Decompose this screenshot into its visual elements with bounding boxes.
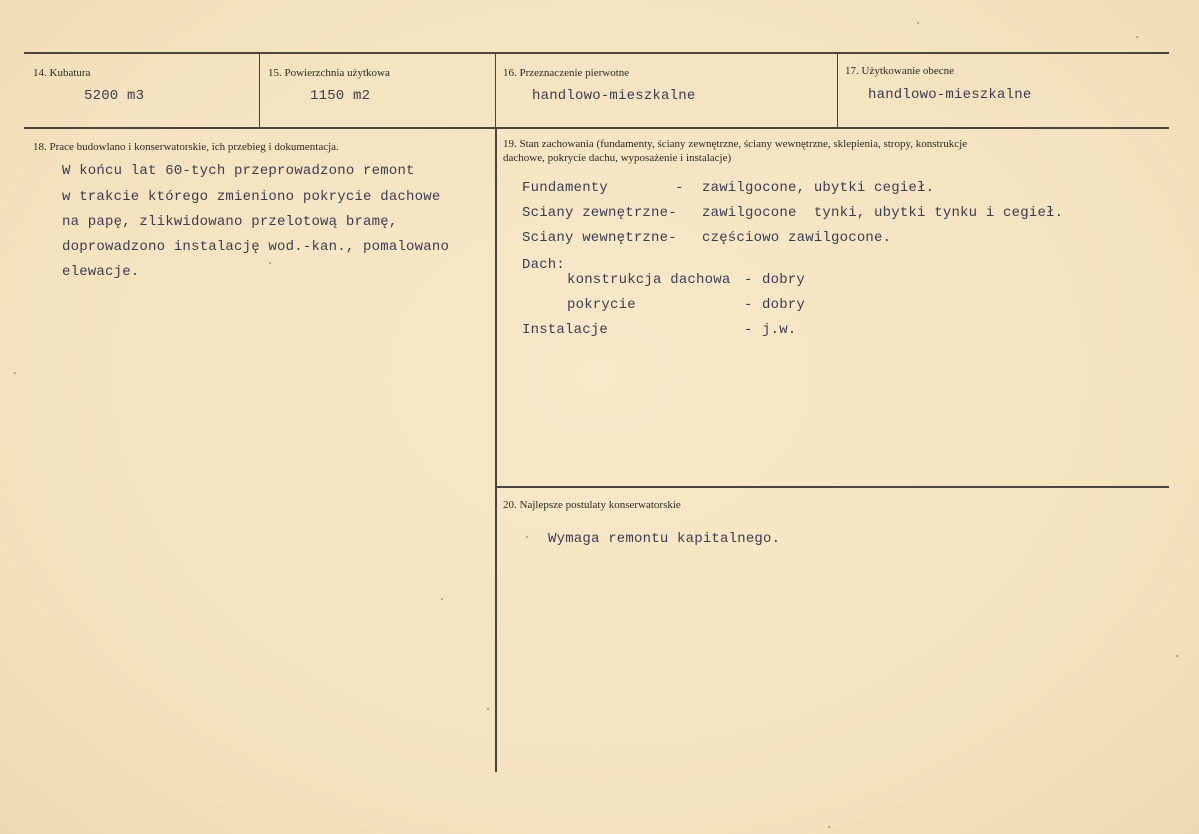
paper-speck	[487, 708, 489, 710]
stan-label	[503, 137, 967, 165]
stan-row-name: Dach:	[522, 257, 566, 273]
powierzchnia-value: 1150 m2	[310, 88, 371, 104]
prace-label: 18. Prace budowlano i konserwatorskie, ich przebieg i dokumentacja.	[33, 141, 339, 153]
stan-row-value: dobry	[762, 297, 806, 313]
paper-speck	[269, 262, 271, 264]
postulates-divider-rule	[496, 486, 1169, 488]
main-column-divider	[495, 129, 497, 772]
powierzchnia-label: 15. Powierzchnia użytkowa	[268, 67, 390, 79]
col-divider-16-17	[837, 54, 838, 127]
prace-line: elewacje.	[62, 264, 140, 280]
stan-row-value: zawilgocone, ubytki cegieł.	[702, 180, 935, 196]
stan-row-name: Fundamenty	[522, 180, 609, 196]
uzytkowanie-label: 17. Użytkowanie obecne	[845, 65, 955, 77]
paper-speck	[1136, 36, 1138, 38]
stan-row-name: Sciany wewnętrzne-	[522, 230, 677, 246]
kubatura-value: 5200 m3	[84, 88, 145, 104]
stan-row-name: Sciany zewnętrzne-	[522, 205, 677, 221]
stan-row-value: częściowo zawilgocone.	[702, 230, 892, 246]
stan-row-name: Instalacje	[522, 322, 609, 338]
stan-label-line2: dachowe, pokrycie dachu, wyposażenie i instalacje)	[503, 152, 732, 164]
stan-row-dash: -	[744, 297, 753, 313]
prace-line: doprowadzono instalację wod.-kan., pomalowano	[62, 239, 450, 255]
prace-line: w trakcie którego zmieniono pokrycie dachowe	[62, 189, 441, 205]
stan-row-value: j.w.	[762, 322, 797, 338]
kubatura-label: 14. Kubatura	[33, 67, 91, 79]
paper-speck	[14, 372, 16, 374]
stan-row-value: dobry	[762, 272, 806, 288]
col-divider-14-15	[259, 54, 260, 127]
paper-speck	[828, 826, 830, 828]
paper-speck	[917, 22, 919, 24]
stan-row-name: pokrycie	[567, 297, 636, 313]
prace-line: na papę, zlikwidowano przelotową bramę,	[62, 214, 398, 230]
postulaty-value: Wymaga remontu kapitalnego.	[548, 531, 781, 547]
stan-row-dash: -	[675, 180, 684, 196]
stan-row-name: konstrukcja dachowa	[567, 272, 731, 288]
prace-line: W końcu lat 60-tych przeprowadzono remont	[62, 163, 415, 179]
paper-speck	[526, 536, 528, 538]
uzytkowanie-value: handlowo-mieszkalne	[868, 87, 1032, 103]
przeznaczenie-value: handlowo-mieszkalne	[532, 88, 696, 104]
stan-row-value: zawilgocone tynki, ubytki tynku i cegieł.	[702, 205, 1064, 221]
col-divider-15-16	[495, 54, 496, 127]
paper-speck	[441, 598, 443, 600]
stan-label-line1: 19. Stan zachowania (fundamenty, ściany zewnętrzne, ściany wewnętrzne, sklepienia, stropy, konstrukcje	[503, 138, 968, 150]
stan-row-dash: -	[744, 272, 753, 288]
paper-speck	[1176, 655, 1178, 657]
stan-row-dash: -	[744, 322, 753, 338]
top-rule	[24, 52, 1169, 54]
row-divider-rule	[24, 127, 1169, 129]
przeznaczenie-label: 16. Przeznaczenie pierwotne	[503, 67, 630, 79]
postulaty-label: 20. Najlepsze postulaty konserwatorskie	[503, 499, 681, 511]
